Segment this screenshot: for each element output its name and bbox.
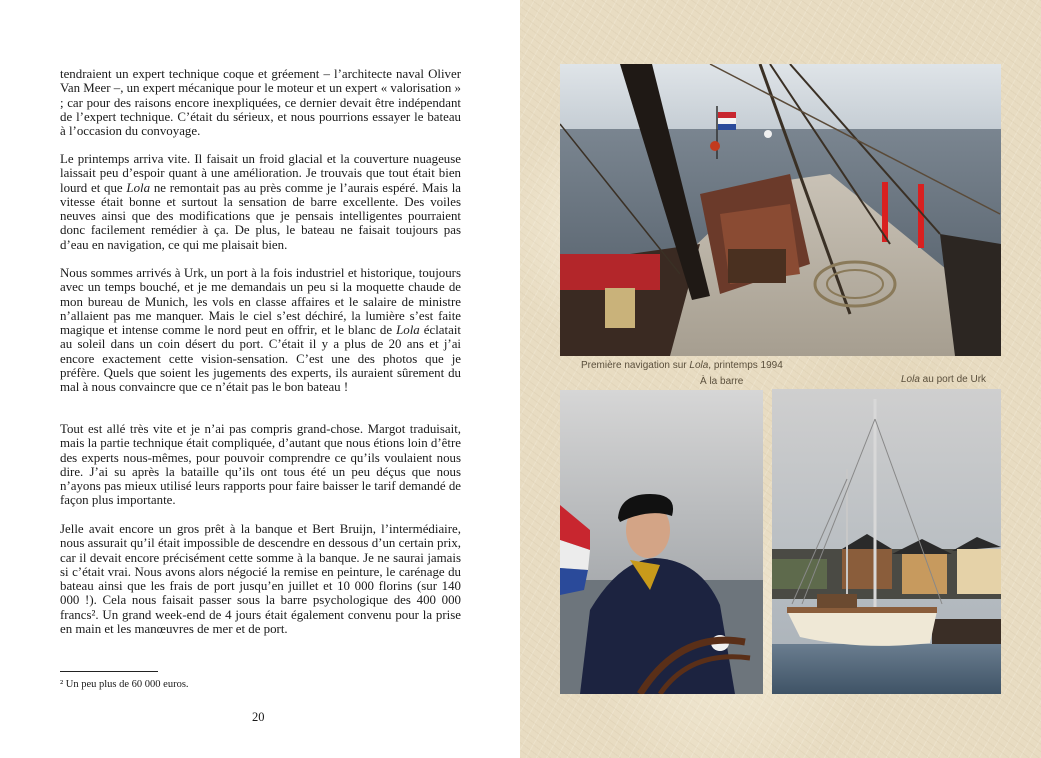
left-page <box>0 0 520 758</box>
caption-photo-3-italic: Lola <box>901 374 920 385</box>
caption-photo-1-prefix: Première navigation sur <box>581 360 690 371</box>
paragraph-3: Nous sommes arrivés à Urk, un port à la fois industriel et historique, toujours avec un temps bouché, et je me demandais un peu si la moquette chaude de mon bureau de Munich, les vols en classe affaires et le salaire de ministre n’allaient pas me manquer. Mais le ciel s’est déchiré, la lumière s’est faite magique et intense comme le nord peut en offrir, et le blanc de Lola éclatait au soleil dans un coin désert du port. C’était il y a plus de 20 ans et j’ai encore exactement cette vision-sensation. C’est une des photos que je préfère. Quels que soient les jugements des experts, ils auraient sûrement du mal à nous convaincre que ce n’était pas le bon bateau ! <box>60 266 461 394</box>
caption-photo-3 <box>901 374 986 385</box>
footnote: ² Un peu plus de 60 000 euros. <box>60 679 189 690</box>
right-page <box>520 0 1041 758</box>
page-number: 20 <box>252 710 265 724</box>
paragraph-2: Le printemps arriva vite. Il faisait un froid glacial et la couverture nuageuse laissait peu d’espoir quant à une amélioration. Je trouvais que tout était bien lourd et que Lola ne remontait pas au près comme je l’aurais espéré. Mais la vitesse était bonne et surtout la sensation de barre excellente. Des voiles neuves ainsi que des modifications que je pensais intelligentes pourraient donc facilement remédier à ça. De plus, le bateau ne faisait toujours pas d’eau en navigation, ce qui me plaisait bien. <box>60 152 461 252</box>
helm-image <box>560 390 763 694</box>
paragraph-4: Tout est allé très vite et je n’ai pas compris grand-chose. Margot traduisait, mais la partie technique était compliquée, d’autant que nous étions loin d’être des experts nous-mêmes, pour pouvoir comprendre ce qu’ils voulaient nous dire. J’ai su après la bataille qu’ils ont tous été un peu déçus que nous n’ayons pas mieux utilisé leurs rapports pour faire baisser le tarif demandé de façon plus importante. <box>60 422 461 508</box>
caption-photo-2: À la barre <box>700 376 744 387</box>
photo-harbor <box>772 389 1001 694</box>
caption-photo-1-italic: Lola <box>689 360 709 371</box>
paragraph-5: Jelle avait encore un gros prêt à la banque et Bert Bruijn, l’intermédiaire, nous assurait qu’il était impossible de descendre en dessous d’un certain prix, car il devait encore précisément cette somme à la banque. Je ne saurai jamais si c’était vrai. Nous avons alors négocié la remise en peinture, le carénage du bateau ainsi que les frais de port jusqu’en juillet et 10 000 florins (sur 140 000 !). Cela nous faisait passer sous la barre psychologique des 400 000 francs². Un grand week-end de 4 jours était également convenu pour la prise en main et les manœuvres de mer et de port. <box>60 522 461 636</box>
paragraph-1: tendraient un expert technique coque et gréement – l’architecte naval Oliver Van Meer –, un expert mécanique pour le moteur et un expert « valorisation » ; car pour des raisons encore inexpliquées, ce dernier devait être indépendant de l’expert technique. C’était du sérieux, et nous pourrions essayer le bateau à l’occasion du convoyage. <box>60 67 461 138</box>
caption-photo-1 <box>581 360 783 371</box>
boat-name: Lola <box>396 323 420 337</box>
boat-name: Lola <box>126 180 151 195</box>
photo-deck-at-sea <box>560 64 1001 356</box>
caption-photo-3-suffix: au port de Urk <box>919 374 987 385</box>
deck-image <box>560 64 1001 356</box>
footnote-rule <box>60 671 158 672</box>
caption-photo-1-suffix: , printemps 1994 <box>708 360 783 371</box>
harbor-image <box>772 389 1001 694</box>
photo-at-the-helm <box>560 390 763 694</box>
